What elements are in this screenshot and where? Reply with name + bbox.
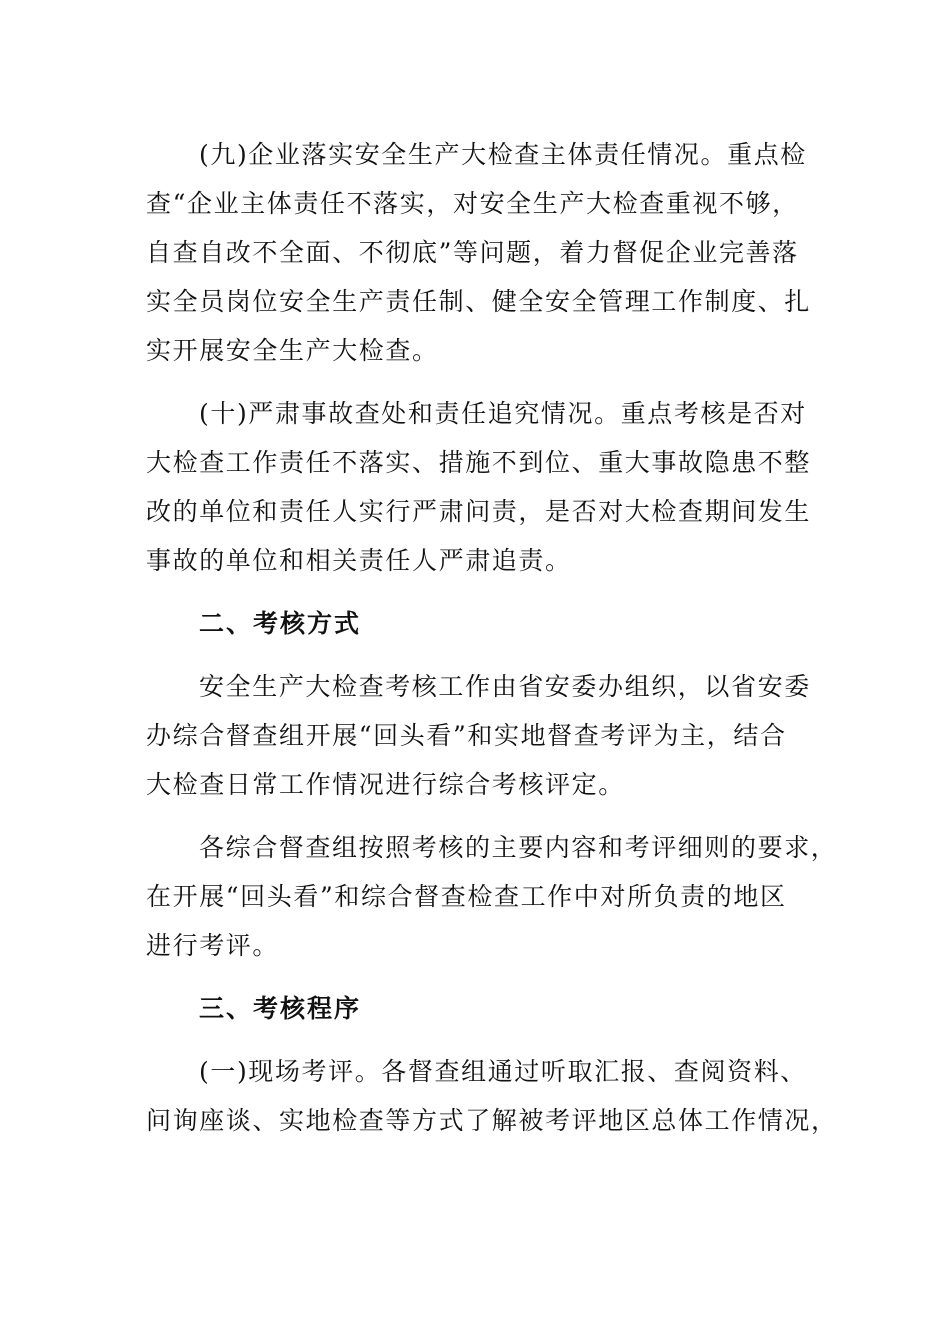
- text-line: 实全员岗位安全生产责任制、健全安全管理工作制度、扎: [146, 287, 812, 316]
- text-line: 实开展安全生产大检查。: [146, 336, 439, 365]
- document-body: [146, 130, 838, 1159]
- text-line: 大检查工作责任不落实、措施不到位、重大事故隐患不整: [146, 448, 812, 477]
- paragraph-section-9: [146, 130, 812, 375]
- text-line: (九)企业落实安全生产大检查主体责任情况。重点检: [199, 140, 807, 169]
- heading-text: 三、考核程序: [199, 994, 362, 1023]
- text-line: 大检查日常工作情况进行综合考核评定。: [146, 770, 625, 799]
- text-line: 安全生产大检查考核工作由省安委办组织，以省安委: [199, 672, 811, 701]
- paragraph-section-10: [146, 389, 812, 585]
- text-line: 问询座谈、实地检查等方式了解被考评地区总体工作情况，: [146, 1106, 838, 1135]
- text-line: 自查自改不全面、不彻底”等问题，着力督促企业完善落: [146, 238, 799, 267]
- text-line: 办综合督查组开展“回头看”和实地督查考评为主，结合: [146, 721, 787, 750]
- section-heading-method: [146, 599, 786, 648]
- paragraph-method-groups: [146, 823, 838, 970]
- text-line: 各综合督查组按照考核的主要内容和考评细则的要求，: [199, 833, 838, 862]
- text-line: 查“企业主体责任不落实，对安全生产大检查重视不够，: [146, 189, 799, 218]
- text-line: (一)现场考评。各督查组通过听取汇报、查阅资料、: [199, 1057, 807, 1086]
- section-heading-procedure: [146, 984, 786, 1033]
- paragraph-method-overview: [146, 662, 811, 809]
- paragraph-onsite-evaluation: [146, 1047, 838, 1145]
- text-line: 事故的单位和相关责任人严肃追责。: [146, 546, 572, 575]
- heading-text: 二、考核方式: [199, 609, 362, 638]
- text-line: 在开展“回头看”和综合督查检查工作中对所负责的地区: [146, 882, 787, 911]
- text-line: (十)严肃事故查处和责任追究情况。重点考核是否对: [199, 399, 807, 428]
- text-line: 改的单位和责任人实行严肃问责，是否对大检查期间发生: [146, 497, 812, 526]
- text-line: 进行考评。: [146, 931, 280, 960]
